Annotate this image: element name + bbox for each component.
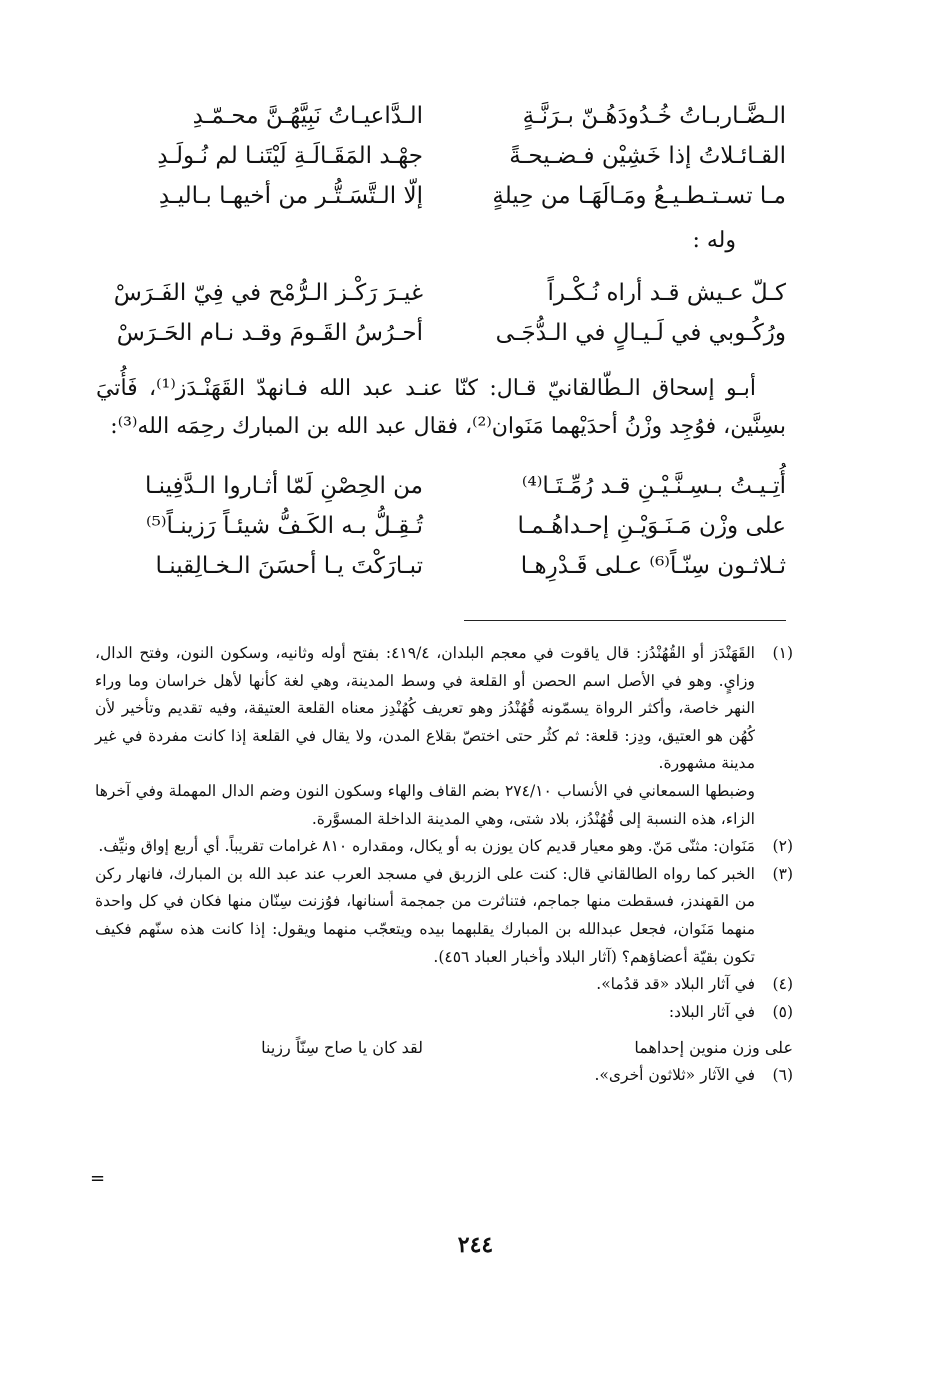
footnote-text: في آثار البلاد «قد قدُما».: [596, 975, 755, 994]
footnote-text: الخبر كما رواه الطالقاني قال: كنت على الزربق في مسجد العرب عند عبد الله بن المبارك، فانهار ركن من القهندز، فسقطت منها جماجم، فتناثرت من جمجمة أسنانها، فوُزنت سِنّان منها فكان في كل واحدة منهما مَنَوان، فجعل عبدالله بن المبارك يقلبهما بيده ويتعجّب منهما ويقول: إذا كانت هذه سنّهم فكيف تكون بقيّة أعضاؤهم؟ (آثار البلاد وأخبار العباد ٤٥٦).: [95, 864, 755, 966]
footnote-4: [95, 971, 793, 999]
poem1-verse1-first-hemistich: الـضَّـاربـاتُ خُـدُودَهُـنّ بـرَنَّـةٍ: [522, 103, 786, 129]
footnote-text: في الآثار «ثلاثون أخرى».: [594, 1066, 755, 1085]
footnote-number: (٦): [772, 1066, 793, 1085]
footnote-verse-first-hemistich: على وزن منوين إحداهما: [634, 1038, 793, 1058]
footnote-number: (٥): [772, 1002, 793, 1021]
poem1-verse1-second-hemistich: الـدَّاعيـاتُ نَبِيَّهُـنَّ محـمّـدِ: [192, 103, 423, 129]
footnote-1-continuation: وضبطها السمعاني في الأنساب ٢٧٤/١٠ بضم القاف والهاء وسكون النون وضم الدال المهملة وفي آخرها الزاء، هذه النسبة إلى قُهُنْدُز، بلاد شتى، وهي المدينة الداخلة المسوَّرة.: [95, 781, 756, 828]
footnote-text: في آثار البلاد:: [668, 1002, 755, 1021]
footnote-verse-second-hemistich: لقد كان يا صاح سِنّاً رزينا: [261, 1038, 423, 1058]
poem3-verse3-first-hemistich: ثـلاثـون سِنّـاً⁽⁶⁾ عـلى قَـدْرِهـا: [520, 553, 786, 579]
footnote-2: [95, 833, 793, 861]
footnote-text: مَنَوان: مثنّى مَنّ. وهو معيار قديم كان يوزن به أو يكال، ومقداره ٨١٠ غرامات تقريباً. أي أربع إواق ونيِّف.: [98, 837, 755, 856]
page-number: ٢٤٤: [457, 1232, 494, 1258]
section-label: وله :: [692, 228, 736, 253]
poem1-verse3-first-hemistich: مـا تسـتـطـيـعُ ومَـالَهَـا من حِيلةٍ: [492, 183, 786, 209]
footnote-number: (٢): [772, 837, 793, 856]
poem3-verse1-second-hemistich: من الحِصْنِ لَمّا أثـاروا الـدَّفِينـا: [144, 473, 423, 499]
footnote-verse: [95, 1034, 793, 1062]
footnote-number: (١): [772, 644, 793, 662]
poem3-verse2-first-hemistich: على وزْن مَـنَـوَيْـنِ إحـداهُـمـا: [517, 513, 786, 539]
footnote-1: [95, 640, 793, 778]
poem3-verse3-second-hemistich: تبـارَكْتَ يـا أحسَنَ الـخـالِقينـا: [155, 553, 423, 579]
poem1-verse2-first-hemistich: القـائـلاتُ إذا خَشِيْن فـضـيحـةً: [509, 143, 786, 169]
poem2-verse2-second-hemistich: أحـرُسُ القَـومَ وقـد نـام الحَـرَسْ: [116, 320, 423, 346]
prose-paragraph: أبـو إسحاق الـطّالقانيّ قـال: كنّا عنـد عبد الله فـانهدّ القَهَنْـدَز⁽¹⁾، فَأُتيَ بسِنَّين، فوُجِد وزْنُ أحدَيْهما مَنَوان⁽²⁾، فقال عبد الله بن المبارك رحِمَه الله⁽³⁾:: [96, 376, 786, 439]
poem2-verse1-second-hemistich: غيـرَ رَكْـز الـرُّمْح في فِيّ الفَـرَسْ: [113, 280, 423, 306]
poem3-verse1-first-hemistich: أُتِـيـتُ بـسِـنَّـيْـنِ قـد رُمِّـتَـا⁽⁴⁾: [521, 473, 786, 499]
footnote-text: القَهَنْدَز أو القُهُنْدُز: قال ياقوت في معجم البلدان، ٤١٩/٤: بفتح أوله وثانيه، وسكون النون، وفتح الدال، وزايٍ. وهو في الأصل اسم الحصن أو القلعة في وسط المدينة، وهي لغة كأنها لأهل خراسان وما وراء النهر خاصة، وأكثر الرواة يسمّونه قُهُنْدُز وهو تعريف كُهُنْدِز معناه القلعة العتيقة، وفيه تقديم وتأخير لأن كُهُن هو العتيق، ودِز: قلعة: ثم كثُر حتى اختصّ بقلاع المدن، ولا يقال في القلعة إذا كانت مفردة في غير مدينة مشهورة.: [95, 644, 755, 773]
poem1-verse3-second-hemistich: إلّا الـتَّسَـتُّـر من أخيهـا بـاليـدِ: [158, 183, 423, 209]
continuation-mark: =: [90, 1168, 106, 1189]
footnote-3: [95, 861, 793, 971]
footnote-5: [95, 999, 793, 1027]
footnotes: [95, 640, 793, 1090]
footnote-6: [95, 1062, 793, 1090]
poem3-verse2-second-hemistich: تُـقِـلُّ بـه الكَـفُّ شيئـاً رَزينـاً⁽⁵⁾: [145, 513, 423, 539]
poem2-verse1-first-hemistich: كـلّ عـيش قـد أراه نُـكْـراً: [547, 280, 786, 306]
footnote-number: (٤): [772, 975, 793, 994]
footnote-number: (٣): [772, 864, 793, 883]
footnote-separator: [464, 620, 786, 621]
poem2-verse2-first-hemistich: ورُكُـوبي في لَـيـالٍ في الـدُّجَـى: [495, 320, 786, 346]
poem1-verse2-second-hemistich: جهْـد المَقَـالَـةِ لَيْتَنـا لم نُـولَـدِ: [157, 143, 423, 169]
